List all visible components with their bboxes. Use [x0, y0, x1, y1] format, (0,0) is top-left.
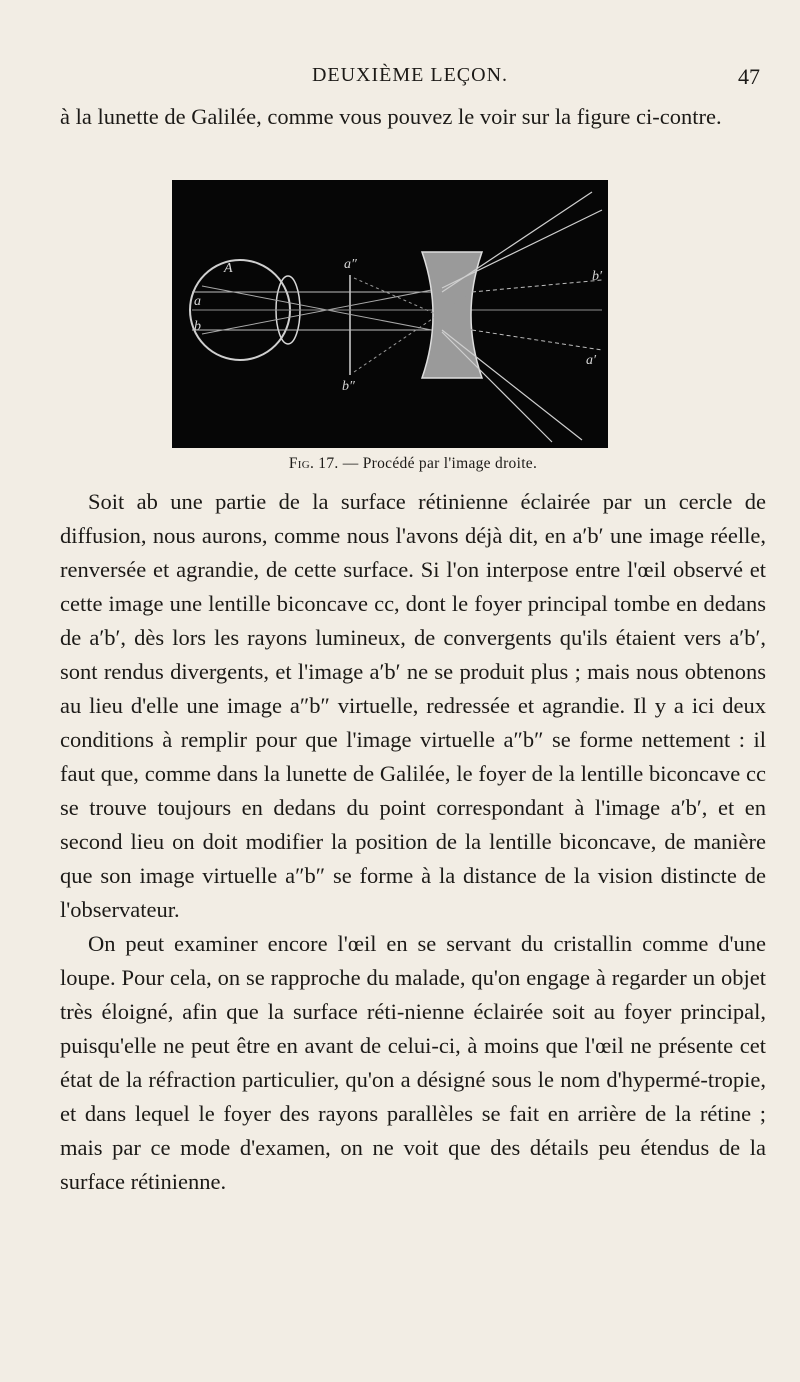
- label-a-prime: a′: [586, 353, 597, 368]
- label-a-eye: a: [194, 294, 201, 309]
- label-a-double-prime: a″: [344, 257, 357, 272]
- body-text: [60, 485, 766, 1199]
- label-A: A: [224, 261, 233, 276]
- intro-text: [60, 100, 766, 134]
- page-number: 47: [738, 64, 760, 89]
- paragraph-1: Soit ab une partie de la surface rétinienne éclairée par un cercle de diffusion, nous aurons, comme nous l'avons déjà dit, en a′b′ une image réelle, renversée et agrandie, de cette surface. Si l'on interpose entre l'œil observé et cette image une lentille biconcave cc, dont le foyer principal tombe en dedans de a′b′, dès lors les rayons lumineux, de convergents qu'ils étaient vers a′b′, sont rendus divergents, et l'image a′b′ ne se produit plus ; mais nous obtenons au lieu d'elle une image a″b″ virtuelle, redressée et agrandie. Il y a ici deux conditions à remplir pour que l'image virtuelle a″b″ se forme nettement : il faut que, comme dans la lunette de Galilée, le foyer de la lentille biconcave cc se trouve toujours en dedans du point correspondant à l'image a′b′, et en second lieu on doit modifier la position de la lentille biconcave, de manière que son image virtuelle a″b″ se forme à la distance de la vision distincte de l'observateur.: [60, 489, 766, 922]
- label-b-eye: b: [194, 319, 201, 334]
- running-head: DEUXIÈME LEÇON.: [311, 64, 509, 86]
- optics-diagram: [172, 180, 608, 448]
- intro-paragraph: à la lunette de Galilée, comme vous pouvez le voir sur la figure ci-contre.: [60, 104, 722, 129]
- figure-17: [172, 180, 608, 448]
- page-header: [60, 64, 760, 88]
- figure-number: Fig. 17.: [288, 455, 339, 472]
- figure-background: [172, 180, 608, 448]
- paragraph-2: On peut examiner encore l'œil en se servant du cristallin comme d'une loupe. Pour cela, on se rapproche du malade, qu'on engage à regarder un objet très éloigné, afin que la surface réti-nienne éclairée soit au foyer principal, puisqu'elle ne peut être en avant de celui-ci, à moins que l'œil ne présente cet état de la réfraction particulier, qu'on a désigné sous le nom d'hypermé-tropie, et dans lequel le foyer des rayons parallèles se fait en arrière de la rétine ; mais par ce mode d'examen, on ne voit que des détails peu étendus de la surface rétinienne.: [60, 931, 766, 1194]
- label-b-double-prime: b″: [342, 379, 355, 394]
- figure-caption: [60, 455, 766, 473]
- caption-text: — Procédé par l'image droite.: [338, 455, 538, 472]
- label-b-prime: b′: [592, 269, 603, 284]
